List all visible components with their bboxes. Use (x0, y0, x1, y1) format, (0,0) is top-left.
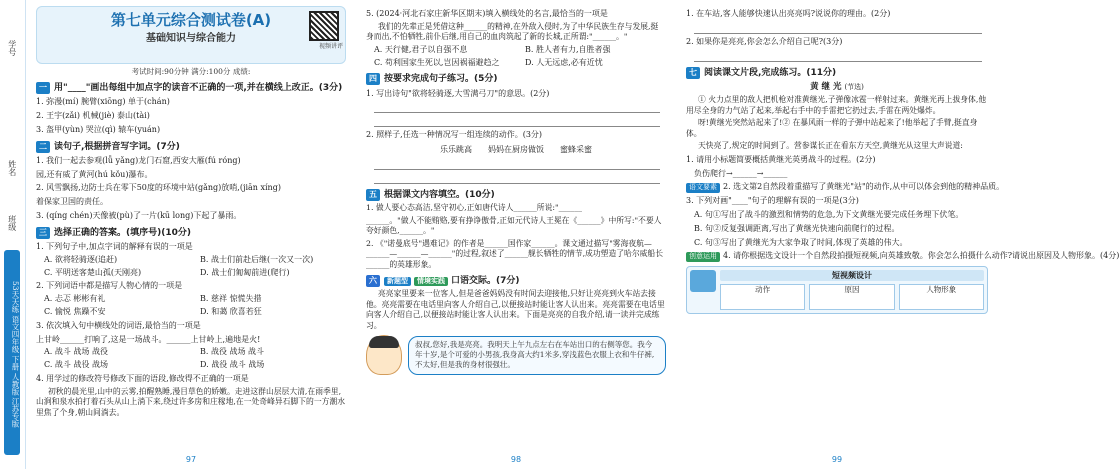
speech-bubble: 叔叔,您好,我是亮亮。我明天上午九点左右在车站出口的右侧等您。我今年十岁,是个可爱的小男孩,我身高大约1米多,穿浅蓝色衣服上衣和牛仔裤,不太好,但是我的身材很强壮。 (408, 336, 666, 374)
dialog-area (366, 335, 666, 375)
student-id-label: 学号 (7, 40, 17, 56)
story-paragraph: ① 火力点里的敌人把机枪对准黄继光,子弹像冰雹一样射过来。黄继光再上拔身体,他用尽全身的力气站了起来,举起右手中的手雷把它扔过去,手雷在两处爆炸。 (686, 95, 987, 115)
q7-item: 语文要素 2. 选文第2自然段着重描写了黄继光"站"的动作,从中可以体会到他的精神品质。 (686, 182, 988, 193)
page-number: 99 (831, 455, 843, 465)
section-4-header: 四 按要求完成句子练习。(5分) (366, 73, 666, 85)
q3-options: A. 战斗 战场 战役 B. 战役 战场 战斗 (44, 347, 265, 357)
q1-item: 3. 盔甲(yùn) 哭泣(qì) 辕车(yuán) (36, 124, 161, 134)
video-design-heading: 短视频设计 (720, 270, 984, 281)
section-7-header: 七 阅读课文片段,完成练习。(11分) (686, 67, 988, 79)
q3-options: A. 欲将轻骑逐(追赶) B. 战士们前赴后继(一次又一次) (44, 254, 314, 264)
story-title: 黄 继 光 (节选) (810, 81, 864, 92)
page-number: 98 (510, 455, 522, 465)
section-5-header: 五 根据课文内容填空。(10分) (366, 189, 666, 201)
q3-passage: 初秋的晨光里,山中的云雾,拍醒熟睡,漫目草色的娇嫩。走进这群山层层大清,在雨季里,山涧和泉水拍打着石头从山上淌下来,绕过许多房和庄稼地,在一处奇峰异石脚下的一方潮水里焦了个身,朝山间淌去。 (36, 386, 346, 417)
q4-item: 1. 写出诗句"欲将轻骑逐,大雪满弓刀"的意思。(2分) (366, 88, 550, 98)
answer-line[interactable] (374, 103, 660, 113)
page-number: 97 (185, 455, 197, 465)
q2-line: 着保家卫国的责任。 (36, 197, 108, 207)
q3-question: 4. 用学过的修改符号修改下面的语段,修改得不正确的一项是 (36, 373, 249, 383)
page-97 (28, 0, 354, 469)
q5b-item: ______。"做人不能贿赂,要有挣诤傲骨,正如元代诗人王冕在《______》中所写:"不要人夸好颜色,______。" (366, 215, 662, 236)
q1-item: 2. 王宇(zǎi) 机械(jiè) 泰山(tài) (36, 111, 150, 121)
q5b-item: 2. 《"诺曼底号"遇难记》的作者是______国作家______。课文通过描写"雾海夜航—______—______—______"的过程,叙述了______舰长牺牲的情节,成功塑造了哈尔威船长______的英雄形象。 (366, 238, 664, 269)
book-spine-label: 53天天练 语文四年级 下册 人教版 江苏专版 (4, 250, 20, 455)
q1-item: 1. 弥漫(mí) 腕臂(xiōng) 单于(chán) (36, 97, 170, 107)
q5-options: C. 苟利国家生死以,岂因祸福避趋之 D. 人无远虑,必有近忧 (374, 57, 603, 67)
q7-option: A. 句①写出了战斗的激烈和情势的危急,为下文黄继光要完成任务埋下伏笔。 (694, 209, 964, 219)
q7-item: 3. 下列对画"____"句子的理解有误的一项是(3分) (686, 196, 859, 206)
q7-item: 1. 请用小标题简要概括黄继光英勇战斗的过程。(2分) (686, 154, 876, 164)
test-subtitle: 基础知识与综合能力 (146, 33, 236, 45)
q5-passage: 我们的先辈正是凭借这种______的精神,在外敌入侵时,为了中华民族生存与发展,挺身而出,不怕牺牲,前仆后继,用自己的血肉筑起了新的长城,正所谓:"______。" (366, 21, 659, 42)
page-99 (678, 0, 1119, 469)
q5-question: 5. (2024·河北石家庄新华区期末)填入横线处的名言,最恰当的一项是 (366, 9, 608, 18)
q7-item: 创意运用 4. 请你根据选文设计一个自然段拍摄短视频,向英雄致敬。你会怎么拍摄什么动作?请说出原因及人物形象。(4分) (686, 251, 988, 262)
q7-option: B. 句②反复强调距离,写出了黄继光快速向前爬行的过程。 (694, 223, 900, 233)
class-label: 班级 (7, 215, 17, 231)
answer-line[interactable] (694, 24, 982, 34)
binding-sidebar (0, 0, 26, 469)
name-label: 姓名 (7, 160, 17, 176)
q3-question: 3. 依次填入句中横线处的词语,最恰当的一项是 (36, 320, 201, 330)
q-top-item: 1. 在车站,客人能够快速认出亮亮吗?说说你的理由。(2分) (686, 9, 891, 18)
title-band (36, 6, 346, 64)
q-top-item: 2. 如果你是亮亮,你会怎么介绍自己呢?(3分) (686, 36, 843, 46)
boy-avatar-icon (366, 335, 402, 375)
qr-caption: 视频讲评 (318, 43, 343, 50)
q2-line: 2. 风雪飘扬,边防士兵在零下50度的环境中站(gǎng)放哨,(jiān xíng) (36, 183, 281, 193)
q2-line: 1. 我们一起去参观(lǚ yǎng)龙门石窟,西安大雁(fú róng) (36, 155, 241, 165)
q3-options: C. 平明送客楚山孤(天刚亮) D. 战士们匍匐前进(爬行) (44, 267, 290, 277)
video-design-box (686, 266, 988, 314)
story-paragraph: 呀!黄继光突然站起来了!② 在暴风雨一样的子弹中站起来了!他举起了手臂,挺直身体。 (686, 118, 978, 138)
qr-code-icon[interactable] (309, 11, 339, 41)
video-col-action[interactable]: 动作 (720, 284, 805, 310)
q3-options: A. 忐忑 彬彬有礼 B. 慈祥 惊慌失措 (44, 294, 262, 304)
q2-line: 3. (qíng chén)天像被(pù)了一片(kū long)下起了暴雨。 (36, 210, 242, 220)
q4-word-options: 乐乐跳高 妈妈在厨房做饭 蜜蜂采蜜 (440, 145, 592, 155)
q6-passage: 亮亮家里要来一位客人,但是爸爸妈妈没有时间去迎接他,只好让亮亮到火车站去接他。亮亮需要在电话里向客人介绍自己,以便接站时能让客人认出来。亮亮需要在电话里向客人介绍自己,以便接站时能让客人认出来。下面是亮亮的自我介绍,请一读并完成练习。 (366, 289, 665, 330)
section-1-header: 一 用"____"画出每组中加点字的读音不正确的一项,并在横线上改正。(3分) (36, 82, 346, 94)
answer-line[interactable] (374, 160, 660, 170)
section-3-header: 三 选择正确的答案。(填序号)(10分) (36, 227, 346, 239)
q7-item: 负伤爬行→______→______ (694, 168, 788, 178)
video-col-character[interactable]: 人物形象 (899, 284, 984, 310)
camera-icon (690, 270, 716, 292)
q7-option: C. 句③写出了黄继光为大家争取了时间,体现了英雄的伟大。 (694, 237, 908, 247)
page-98 (358, 0, 674, 469)
section-2-header: 二 读句子,根据拼音写字词。(7分) (36, 141, 346, 153)
q3-question: 1. 下列句子中,加点字词的解释有误的一项是 (36, 241, 193, 251)
section-6-header: 六 新题型 情境实践 口语交际。(7分) (366, 275, 666, 287)
q3-options: C. 愉悦 焦躁不安 D. 和蔼 欣喜若狂 (44, 306, 262, 316)
q2-line: 园,还有威了黄河(hú kǒu)瀑布。 (36, 169, 153, 179)
answer-line[interactable] (694, 52, 982, 62)
q5-options: A. 天行健,君子以自强不息 B. 胜人者有力,自胜者强 (374, 44, 611, 54)
answer-line[interactable] (374, 117, 660, 127)
video-col-reason[interactable]: 原因 (809, 284, 894, 310)
test-title: 第七单元综合测试卷(A) (110, 11, 272, 29)
q4-item: 2. 照样子,任选一种情况写一组连续的动作。(3分) (366, 130, 543, 140)
q5b-item: 1. 做人要心态高洁,坚守初心,正如唐代诗人______所说:"______ (366, 203, 583, 213)
story-paragraph: 天快亮了,规定的时间到了。营参谋长正在看东方天空,黄继光从这里大声说道: (698, 141, 963, 151)
q3-options: C. 战斗 战役 战场 D. 战役 战斗 战场 (44, 360, 265, 370)
exam-meta: 考试时间:90分钟 满分:100分 成绩: (131, 67, 251, 76)
answer-line[interactable] (374, 174, 660, 184)
q3-question: 上甘岭______打响了,这是一场战斗。______上甘岭上,遍地是火! (36, 334, 261, 344)
q3-question: 2. 下列词语中都是描写人物心情的一项是 (36, 281, 183, 291)
